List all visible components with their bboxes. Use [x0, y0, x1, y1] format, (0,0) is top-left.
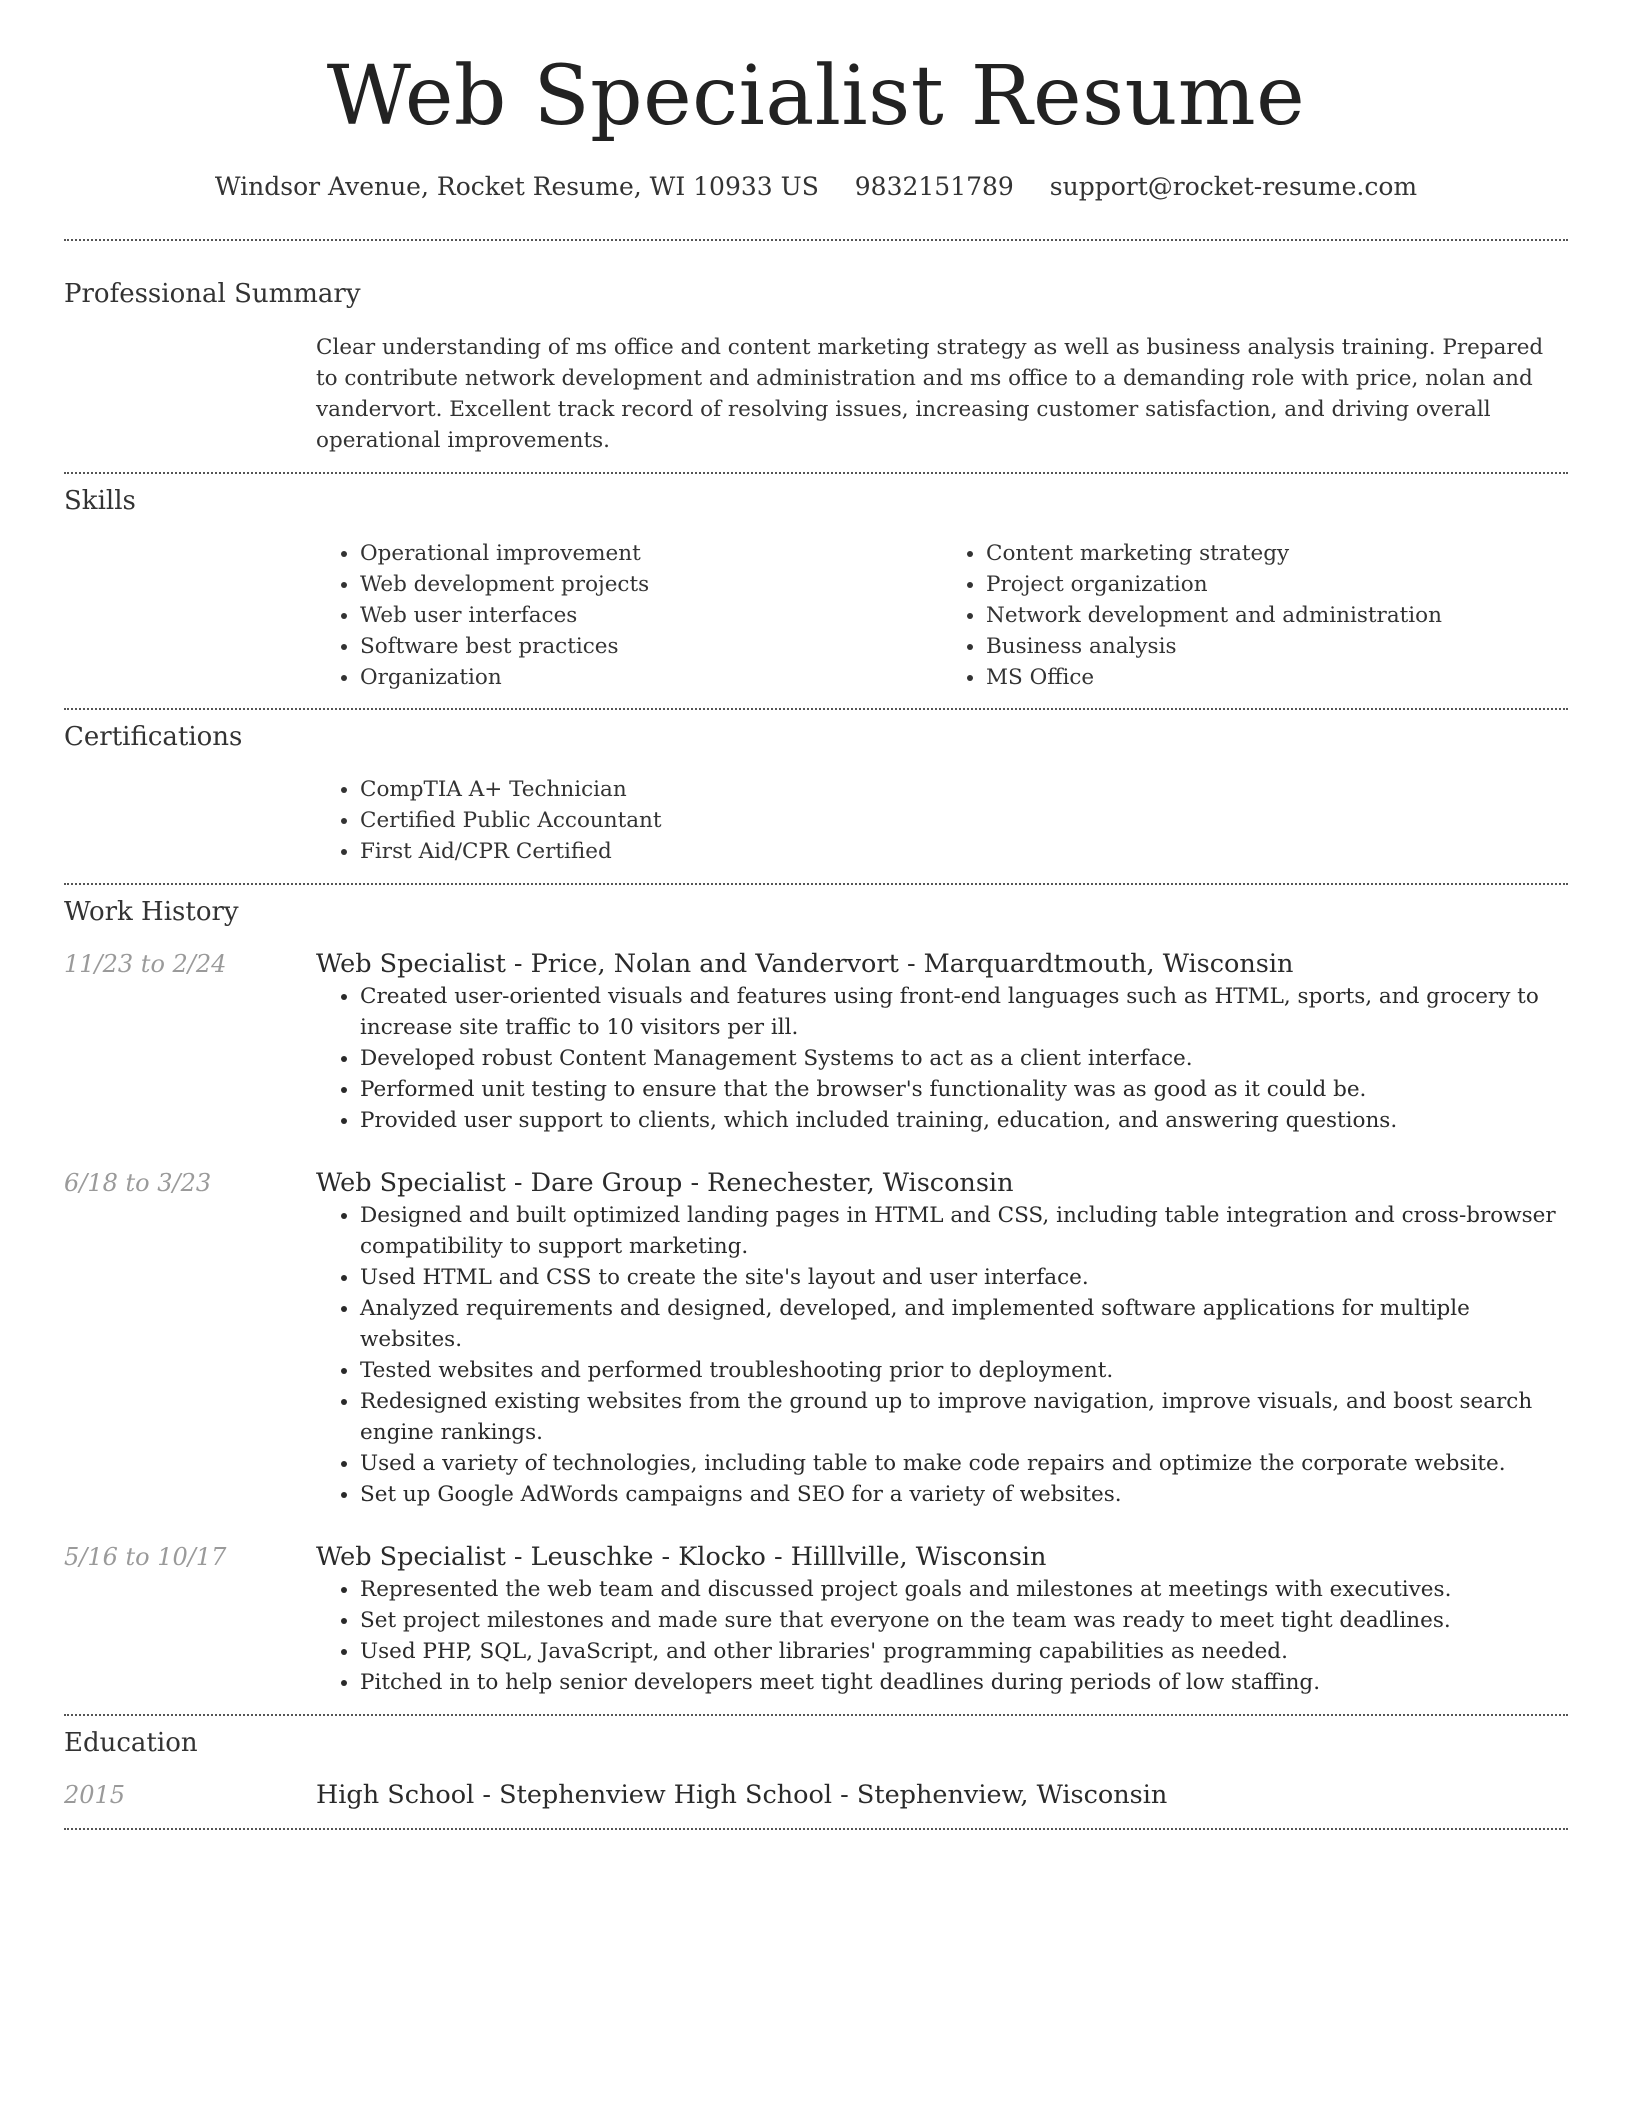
job-heading: Web Specialist - Leuschke - Klocko - Hilllville, Wisconsin: [316, 1542, 1047, 1573]
list-item: • Developed robust Content Management Systems to act as a client interface.: [360, 1043, 1568, 1074]
skills-list-right: [942, 538, 1568, 693]
section-education: [64, 1716, 1568, 1828]
section-certifications: [64, 710, 1568, 883]
job-dates: 11/23 to 2/24: [64, 950, 227, 979]
section-title-skills: Skills: [64, 486, 136, 517]
email: support@rocket-resume.com: [1049, 172, 1418, 202]
job-entry: [64, 1166, 1568, 1510]
job-bullets: [316, 1200, 1568, 1510]
list-item: • Designed and built optimized landing pages in HTML and CSS, including table integration and cross-browser compatibility to support marketing.: [360, 1200, 1568, 1262]
list-item: • Created user-oriented visuals and features using front-end languages such as HTML, sports, and grocery to increase site traffic to 10 visitors per ill.: [360, 981, 1568, 1043]
skills-grid: [316, 538, 1568, 693]
job-entry: [64, 947, 1568, 1136]
list-item: • Used HTML and CSS to create the site's layout and user interface.: [360, 1262, 1568, 1293]
list-item: • Certified Public Accountant: [360, 805, 1568, 836]
phone: 9832151789: [854, 172, 1014, 202]
job-heading: Web Specialist - Dare Group - Renechester, Wisconsin: [316, 1168, 1014, 1199]
list-item: • Used PHP, SQL, JavaScript, and other libraries' programming capabilities as needed.: [360, 1636, 1568, 1667]
section-work-history: [64, 885, 1568, 1714]
list-item: • Performed unit testing to ensure that the browser's functionality was as good as it could be.: [360, 1074, 1568, 1105]
list-item: • Network development and administration: [986, 600, 1568, 631]
section-title-certifications: Certifications: [64, 722, 243, 753]
list-item: • Software best practices: [360, 631, 942, 662]
list-item: • Web user interfaces: [360, 600, 942, 631]
list-item: • Represented the web team and discussed project goals and milestones at meetings with executives.: [360, 1574, 1568, 1605]
list-item: • Used a variety of technologies, including table to make code repairs and optimize the corporate website.: [360, 1448, 1568, 1479]
resume-title: Web Specialist Resume: [326, 49, 1306, 144]
divider: [64, 1828, 1568, 1830]
list-item: • Project organization: [986, 569, 1568, 600]
section-summary: [64, 241, 1568, 472]
list-item: • First Aid/CPR Certified: [360, 836, 1568, 867]
section-title-work: Work History: [64, 897, 239, 928]
job-bullets: [316, 981, 1568, 1136]
certifications-list: [316, 774, 1568, 867]
list-item: • Set up Google AdWords campaigns and SEO for a variety of websites.: [360, 1479, 1568, 1510]
section-title-summary: Professional Summary: [64, 279, 361, 310]
list-item: • CompTIA A+ Technician: [360, 774, 1568, 805]
skills-list-left: [316, 538, 942, 693]
contact-line: [64, 172, 1568, 201]
education-year: 2015: [64, 1781, 126, 1810]
section-title-education: Education: [64, 1728, 198, 1759]
list-item: • Organization: [360, 662, 942, 693]
list-item: • Content marketing strategy: [986, 538, 1568, 569]
list-item: • Business analysis: [986, 631, 1568, 662]
list-item: • Pitched in to help senior developers meet tight deadlines during periods of low staffing.: [360, 1667, 1568, 1698]
job-bullets: [316, 1574, 1568, 1698]
list-item: • MS Office: [986, 662, 1568, 693]
list-item: • Tested websites and performed troubleshooting prior to deployment.: [360, 1355, 1568, 1386]
section-skills: [64, 474, 1568, 708]
job-dates: 5/16 to 10/17: [64, 1543, 227, 1572]
list-item: • Analyzed requirements and designed, developed, and implemented software applications for multiple websites.: [360, 1293, 1568, 1355]
education-entry: [64, 1778, 1568, 1812]
job-dates: 6/18 to 3/23: [64, 1169, 212, 1198]
list-item: • Redesigned existing websites from the ground up to improve navigation, improve visuals, and boost search engine rankings.: [360, 1386, 1568, 1448]
list-item: • Web development projects: [360, 569, 942, 600]
job-heading: Web Specialist - Price, Nolan and Vandervort - Marquardtmouth, Wisconsin: [316, 949, 1294, 980]
address: Windsor Avenue, Rocket Resume, WI 10933 US: [214, 172, 819, 202]
list-item: • Provided user support to clients, which included training, education, and answering questions.: [360, 1105, 1568, 1136]
list-item: • Set project milestones and made sure that everyone on the team was ready to meet tight deadlines.: [360, 1605, 1568, 1636]
list-item: • Operational improvement: [360, 538, 942, 569]
job-entry: [64, 1540, 1568, 1698]
education-heading: High School - Stephenview High School - Stephenview, Wisconsin: [316, 1780, 1168, 1811]
summary-text: Clear understanding of ms office and content marketing strategy as well as business analysis training. Prepared to contribute network development and administration and ms office to a demanding role with price, nolan and vandervort. Excellent track record of resolving issues, increasing customer satisfaction, and driving overall operational improvements.: [316, 335, 1544, 454]
